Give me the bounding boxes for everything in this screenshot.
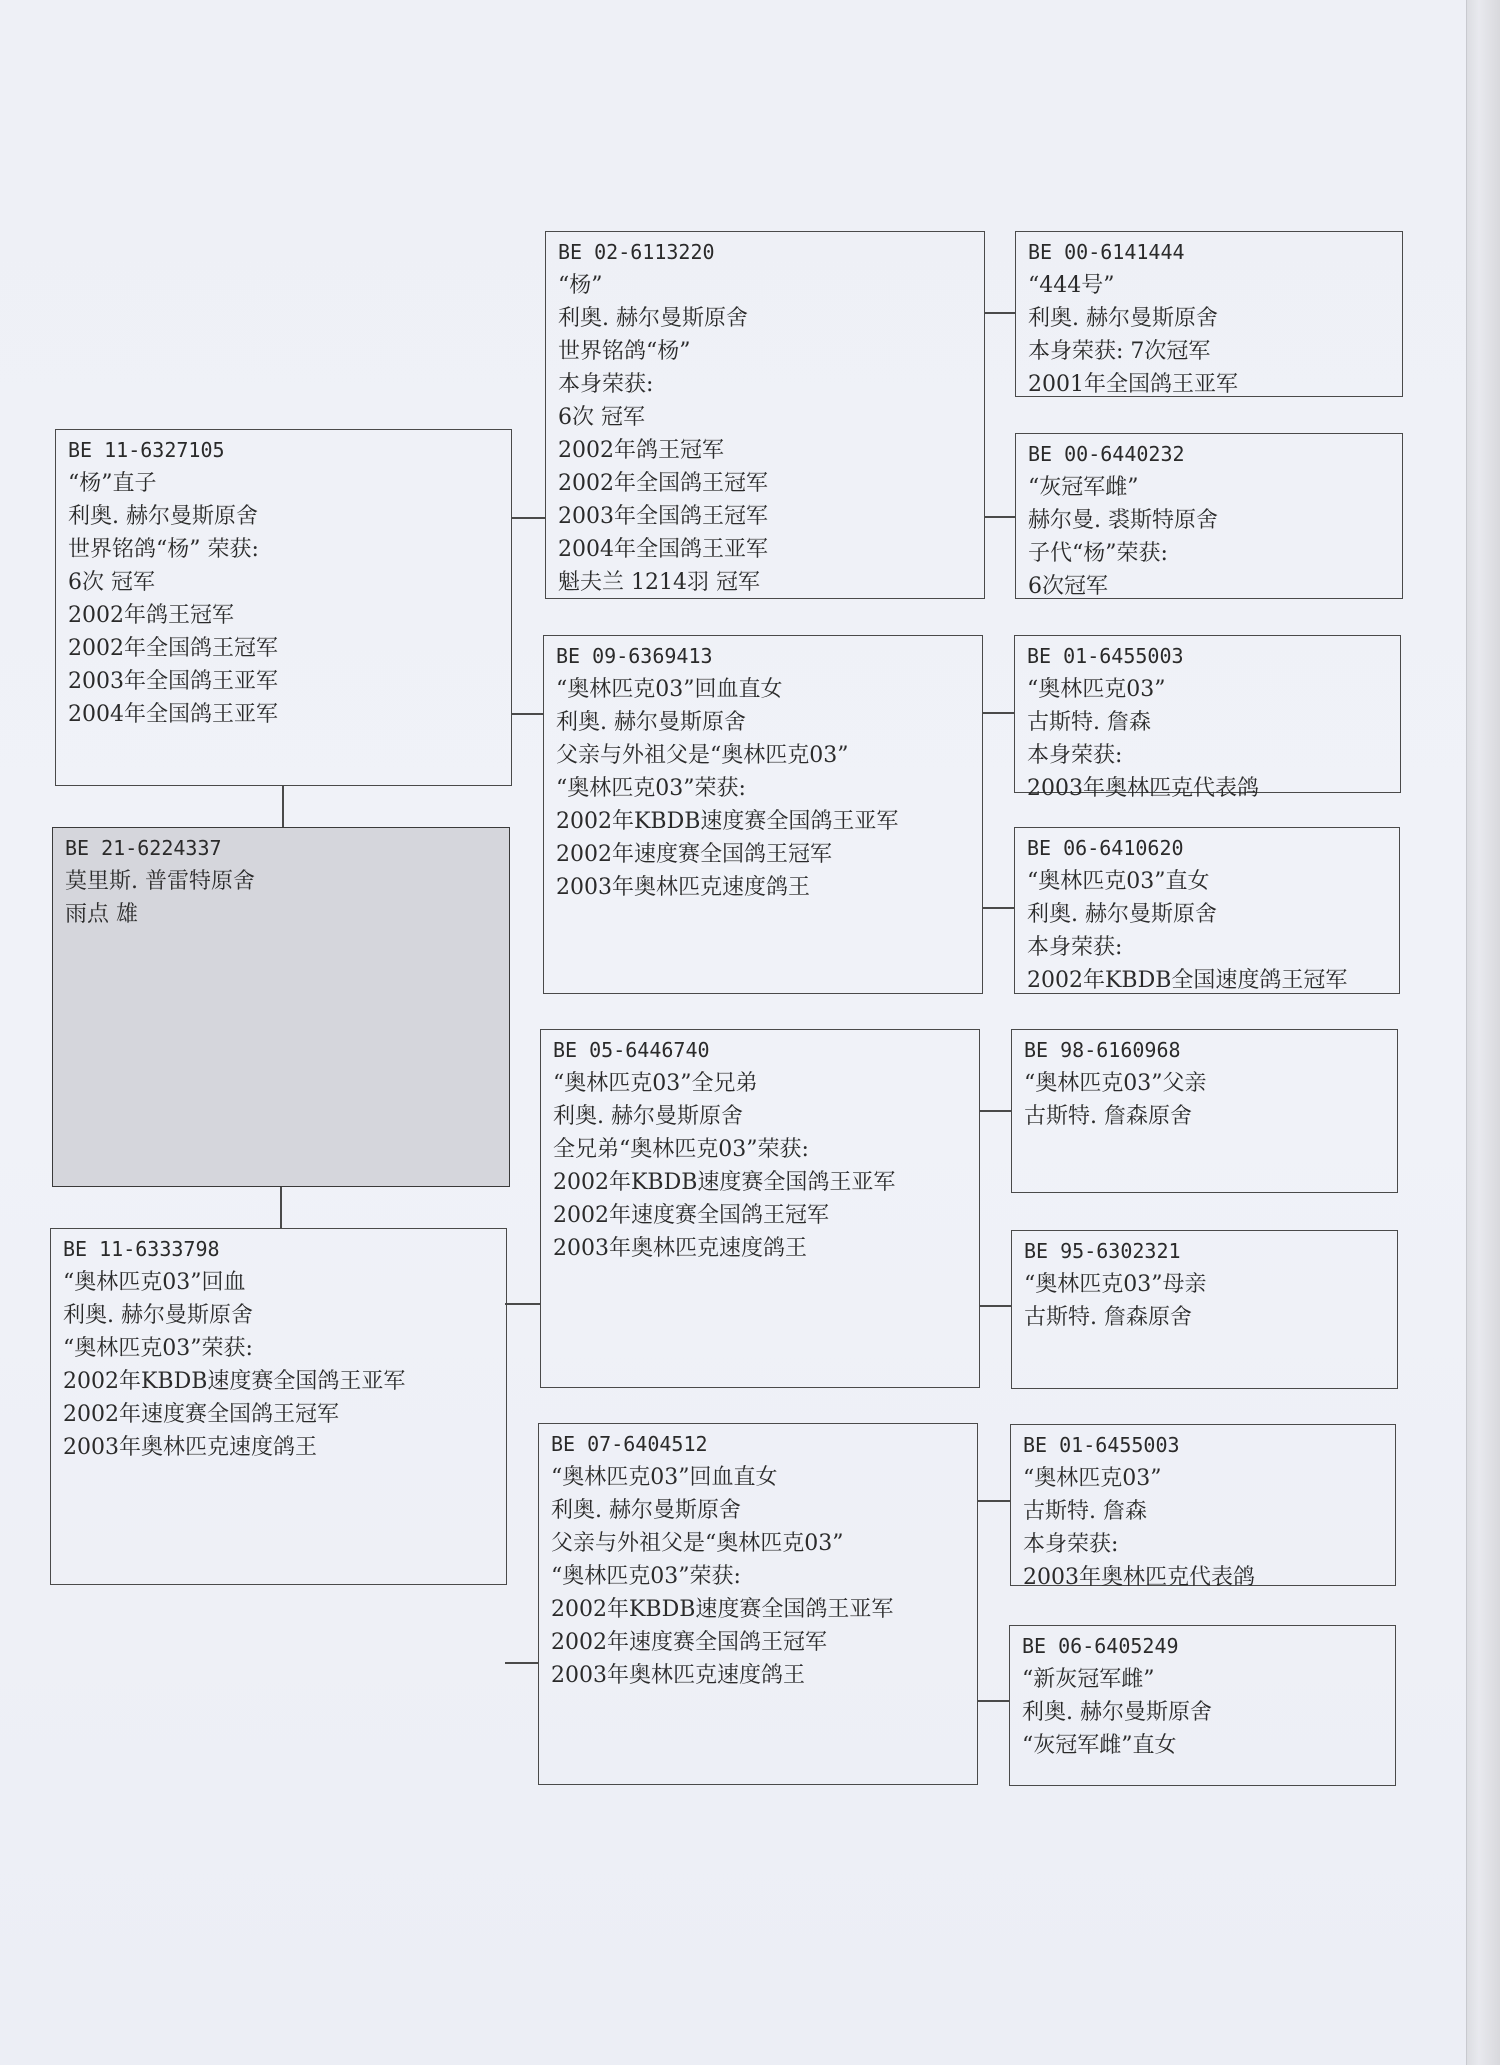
- ring-number: BE 00-6141444: [1028, 240, 1185, 264]
- info-line: 2002年速度赛全国鸽王冠军: [63, 1402, 339, 1427]
- info-line: “奥林匹克03”荣获:: [556, 776, 746, 801]
- ring-number: BE 01-6455003: [1027, 644, 1184, 668]
- info-line: 2002年KBDB速度赛全国鸽王亚军: [63, 1369, 406, 1394]
- ring-number: BE 01-6455003: [1023, 1433, 1180, 1457]
- info-line: “奥林匹克03”: [1023, 1466, 1162, 1491]
- subject-pigeon-box: [52, 827, 510, 1187]
- info-line: 2003年全国鸽王冠军: [558, 504, 768, 529]
- connector: [982, 712, 1015, 714]
- info-line: “奥林匹克03”回血直女: [551, 1465, 778, 1490]
- info-line: 2002年全国鸽王冠军: [558, 471, 768, 496]
- info-line: “444号”: [1028, 273, 1115, 298]
- info-line: 赫尔曼. 裘斯特原舍: [1028, 508, 1218, 533]
- info-line: 2002年鸽王冠军: [558, 438, 724, 463]
- info-line: 2002年KBDB速度赛全国鸽王亚军: [556, 809, 899, 834]
- info-line: 2002年速度赛全国鸽王冠军: [551, 1630, 827, 1655]
- info-line: “奥林匹克03”母亲: [1024, 1272, 1207, 1297]
- ring-number: BE 98-6160968: [1024, 1038, 1181, 1062]
- ring-number: BE 21-6224337: [65, 836, 222, 860]
- info-line: 2003年奥林匹克速度鸽王: [553, 1236, 807, 1261]
- info-line: “奥林匹克03”荣获:: [63, 1336, 253, 1361]
- connector: [505, 1662, 539, 1664]
- info-line: 利奥. 赫尔曼斯原舍: [558, 306, 748, 331]
- sire-sire-box: [545, 231, 985, 599]
- info-line: 2002年全国鸽王冠军: [68, 636, 278, 661]
- info-line: 利奥. 赫尔曼斯原舍: [68, 504, 258, 529]
- info-line: 古斯特. 詹森: [1027, 710, 1151, 735]
- connector: [982, 907, 1015, 909]
- info-line: “奥林匹克03”父亲: [1024, 1071, 1207, 1096]
- ring-number: BE 06-6410620: [1027, 836, 1184, 860]
- info-line: 全兄弟“奥林匹克03”荣获:: [553, 1137, 809, 1162]
- info-line: 2004年全国鸽王亚军: [558, 537, 768, 562]
- sire-box: [55, 429, 512, 786]
- connector: [984, 312, 1016, 314]
- ss-dam-box: [1015, 433, 1403, 599]
- dam-dam-box: [538, 1423, 978, 1785]
- info-line: 本身荣获:: [1027, 935, 1123, 960]
- info-line: “灰冠军雌”直女: [1022, 1733, 1177, 1758]
- ring-number: BE 05-6446740: [553, 1038, 710, 1062]
- ring-number: BE 11-6327105: [68, 438, 225, 462]
- info-line: 2002年KBDB全国速度鸽王冠军: [1027, 968, 1348, 993]
- info-line: 6次 冠军: [558, 405, 645, 430]
- dam-box: [50, 1228, 507, 1585]
- info-line: 父亲与外祖父是“奥林匹克03”: [556, 743, 849, 768]
- info-line: “杨”: [558, 273, 603, 298]
- info-line: 2002年速度赛全国鸽王冠军: [556, 842, 832, 867]
- info-line: “奥林匹克03”荣获:: [551, 1564, 741, 1589]
- info-line: 本身荣获: 7次冠军: [1028, 339, 1211, 364]
- info-line: 利奥. 赫尔曼斯原舍: [1028, 306, 1218, 331]
- connector: [984, 516, 1016, 518]
- info-line: 世界铭鸽“杨” 荣获:: [68, 537, 259, 562]
- info-line: 魁夫兰 1214羽 冠军: [558, 570, 760, 595]
- info-line: 2002年鸽王冠军: [68, 603, 234, 628]
- info-line: “奥林匹克03”: [1027, 677, 1166, 702]
- info-line: 父亲与外祖父是“奥林匹克03”: [551, 1531, 844, 1556]
- info-line: 2002年KBDB速度赛全国鸽王亚军: [551, 1597, 894, 1622]
- info-line: 2001年全国鸽王亚军: [1028, 372, 1238, 397]
- info-line: 利奥. 赫尔曼斯原舍: [1027, 902, 1217, 927]
- info-line: 2003年奥林匹克速度鸽王: [63, 1435, 317, 1460]
- connector: [282, 785, 284, 828]
- info-line: 2003年奥林匹克速度鸽王: [551, 1663, 805, 1688]
- info-line: 利奥. 赫尔曼斯原舍: [556, 710, 746, 735]
- connector: [511, 713, 544, 715]
- dam-sire-box: [540, 1029, 980, 1388]
- info-line: 2003年奥林匹克速度鸽王: [556, 875, 810, 900]
- info-line: 2002年速度赛全国鸽王冠军: [553, 1203, 829, 1228]
- ring-number: BE 06-6405249: [1022, 1634, 1179, 1658]
- connector: [505, 1303, 541, 1305]
- dd-sire-box: [1010, 1424, 1396, 1590]
- color-sex: 雨点 雄: [65, 902, 138, 927]
- info-line: 2004年全国鸽王亚军: [68, 702, 278, 727]
- ring-number: BE 95-6302321: [1024, 1239, 1181, 1263]
- info-line: “杨”直子: [68, 471, 157, 496]
- ss-sire-box: [1015, 231, 1403, 397]
- sire-dam-box: [543, 635, 983, 994]
- info-line: 2003年全国鸽王亚军: [68, 669, 278, 694]
- info-line: “新灰冠军雌”: [1022, 1667, 1155, 1692]
- info-line: 6次冠军: [1028, 574, 1108, 599]
- sheet-protector-edge: [1466, 0, 1500, 2065]
- ring-number: BE 09-6369413: [556, 644, 713, 668]
- ds-dam-box: [1011, 1230, 1398, 1389]
- info-line: 子代“杨”荣获:: [1028, 541, 1168, 566]
- ds-sire-box: [1011, 1029, 1398, 1193]
- ring-number: BE 11-6333798: [63, 1237, 220, 1261]
- info-line: “奥林匹克03”回血: [63, 1270, 246, 1295]
- info-line: 古斯特. 詹森原舍: [1024, 1305, 1192, 1330]
- connector: [511, 517, 546, 519]
- ring-number: BE 07-6404512: [551, 1432, 708, 1456]
- info-line: “灰冠军雌”: [1028, 475, 1139, 500]
- dd-dam-box: [1009, 1625, 1396, 1786]
- info-line: 利奥. 赫尔曼斯原舍: [551, 1498, 741, 1523]
- info-line: “奥林匹克03”回血直女: [556, 677, 783, 702]
- sd-dam-box: [1014, 827, 1400, 994]
- info-line: 古斯特. 詹森原舍: [1024, 1104, 1192, 1129]
- connector: [280, 1186, 282, 1228]
- info-line: 本身荣获:: [558, 372, 654, 397]
- connector: [980, 1110, 1012, 1112]
- info-line: “奥林匹克03”直女: [1027, 869, 1210, 894]
- info-line: 利奥. 赫尔曼斯原舍: [63, 1303, 253, 1328]
- info-line: 利奥. 赫尔曼斯原舍: [553, 1104, 743, 1129]
- info-line: 世界铭鸽“杨”: [558, 339, 691, 364]
- connector: [980, 1305, 1012, 1307]
- info-line: 古斯特. 詹森: [1023, 1499, 1147, 1524]
- info-line: 2002年KBDB速度赛全国鸽王亚军: [553, 1170, 896, 1195]
- ring-number: BE 02-6113220: [558, 240, 715, 264]
- breeder: 莫里斯. 普雷特原舍: [65, 869, 255, 894]
- sd-sire-box: [1014, 635, 1401, 801]
- info-line: 本身荣获:: [1023, 1532, 1119, 1557]
- info-line: 2003年奥林匹克代表鸽: [1027, 776, 1259, 801]
- ring-number: BE 00-6440232: [1028, 442, 1185, 466]
- info-line: 利奥. 赫尔曼斯原舍: [1022, 1700, 1212, 1725]
- info-line: “奥林匹克03”全兄弟: [553, 1071, 758, 1096]
- connector: [978, 1700, 1010, 1702]
- info-line: 6次 冠军: [68, 570, 155, 595]
- info-line: 2003年奥林匹克代表鸽: [1023, 1565, 1255, 1590]
- info-line: 本身荣获:: [1027, 743, 1123, 768]
- connector: [978, 1500, 1011, 1502]
